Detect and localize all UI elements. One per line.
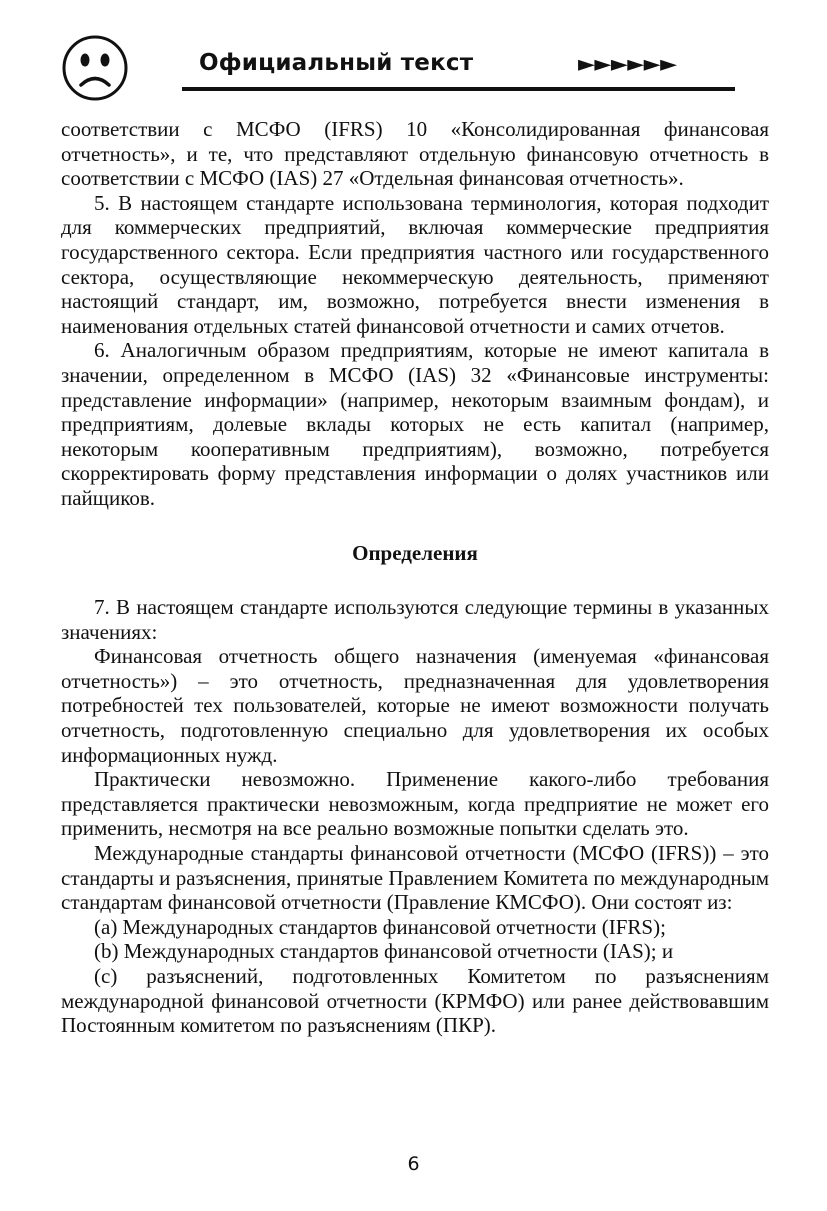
list-item-c: (c) разъяснений, подготовленных Комитетом по разъяснениям международной финансовой отчетности (КРМФО) или ранее действовавшим Постоянным комитетом по разъяснениям (ПКР). xyxy=(61,964,769,1038)
paragraph-continued: соответствии с МСФО (IFRS) 10 «Консолидированная финансовая отчетность», и те, что представляют отдельную финансовую отчетность в соответствии с МСФО (IAS) 27 «Отдельная финансовая отчетность». xyxy=(61,117,769,191)
definition-general-purpose-statements: Финансовая отчетность общего назначения (именуемая «финансовая отчетность») – это отчетность, предназначенная для удовлетворения потребностей тех пользователей, которые не имеют возможности получать отчетность, подготовленную специально для удовлетворения их особых информационных нужд. xyxy=(61,644,769,767)
paragraph-6: 6. Аналогичным образом предприятиям, которые не имеют капитала в значении, определенном в МСФО (IAS) 32 «Финансовые инструменты: представление информации» (например, некоторым взаимным фондам), и предприятиям, долевые вклады которых не есть капитал (например, некоторым кооперативным предприятиям), возможно, потребуется скорректировать форму представления информации о долях участников или пайщиков. xyxy=(61,338,769,510)
paragraph-7: 7. В настоящем стандарте используются следующие термины в указанных значениях: xyxy=(61,595,769,644)
page-number: 6 xyxy=(407,1153,420,1175)
header-divider xyxy=(182,87,735,91)
list-item-a: (a) Международных стандартов финансовой отчетности (IFRS); xyxy=(94,914,666,939)
paragraph-5: 5. В настоящем стандарте использована терминология, которая подходит для коммерческих предприятий, включая коммерческие предприятия государственного сектора. Если предприятия частного или государственного сектора, осуществляющие некоммерческую деятельность, применяют настоящий стандарт, им, возможно, потребуется внести изменения в наименования отдельных статей финансовой отчетности и самих отчетов. xyxy=(61,190,769,338)
section-heading: Определения xyxy=(352,540,478,565)
page-body xyxy=(61,117,769,1038)
list-item-b: (b) Международных стандартов финансовой отчетности (IAS); и xyxy=(94,939,674,964)
sad-face-icon xyxy=(61,34,129,102)
page-header xyxy=(0,0,827,110)
arrows-decoration-icon: ►►►►►► xyxy=(578,52,677,77)
definition-ifrs: Международные стандарты финансовой отчетности (МСФО (IFRS)) – это стандарты и разъяснения, принятые Правлением Комитета по международным стандартам финансовой отчетности (Правление КМСФО). Они состоят из: xyxy=(61,841,769,915)
definition-impracticable: Практически невозможно. Применение какого-либо требования представляется практически невозможным, когда предприятие не может его применить, несмотря на все реально возможные попытки сделать это. xyxy=(61,767,769,841)
running-header-title: Официальный текст xyxy=(199,50,474,76)
